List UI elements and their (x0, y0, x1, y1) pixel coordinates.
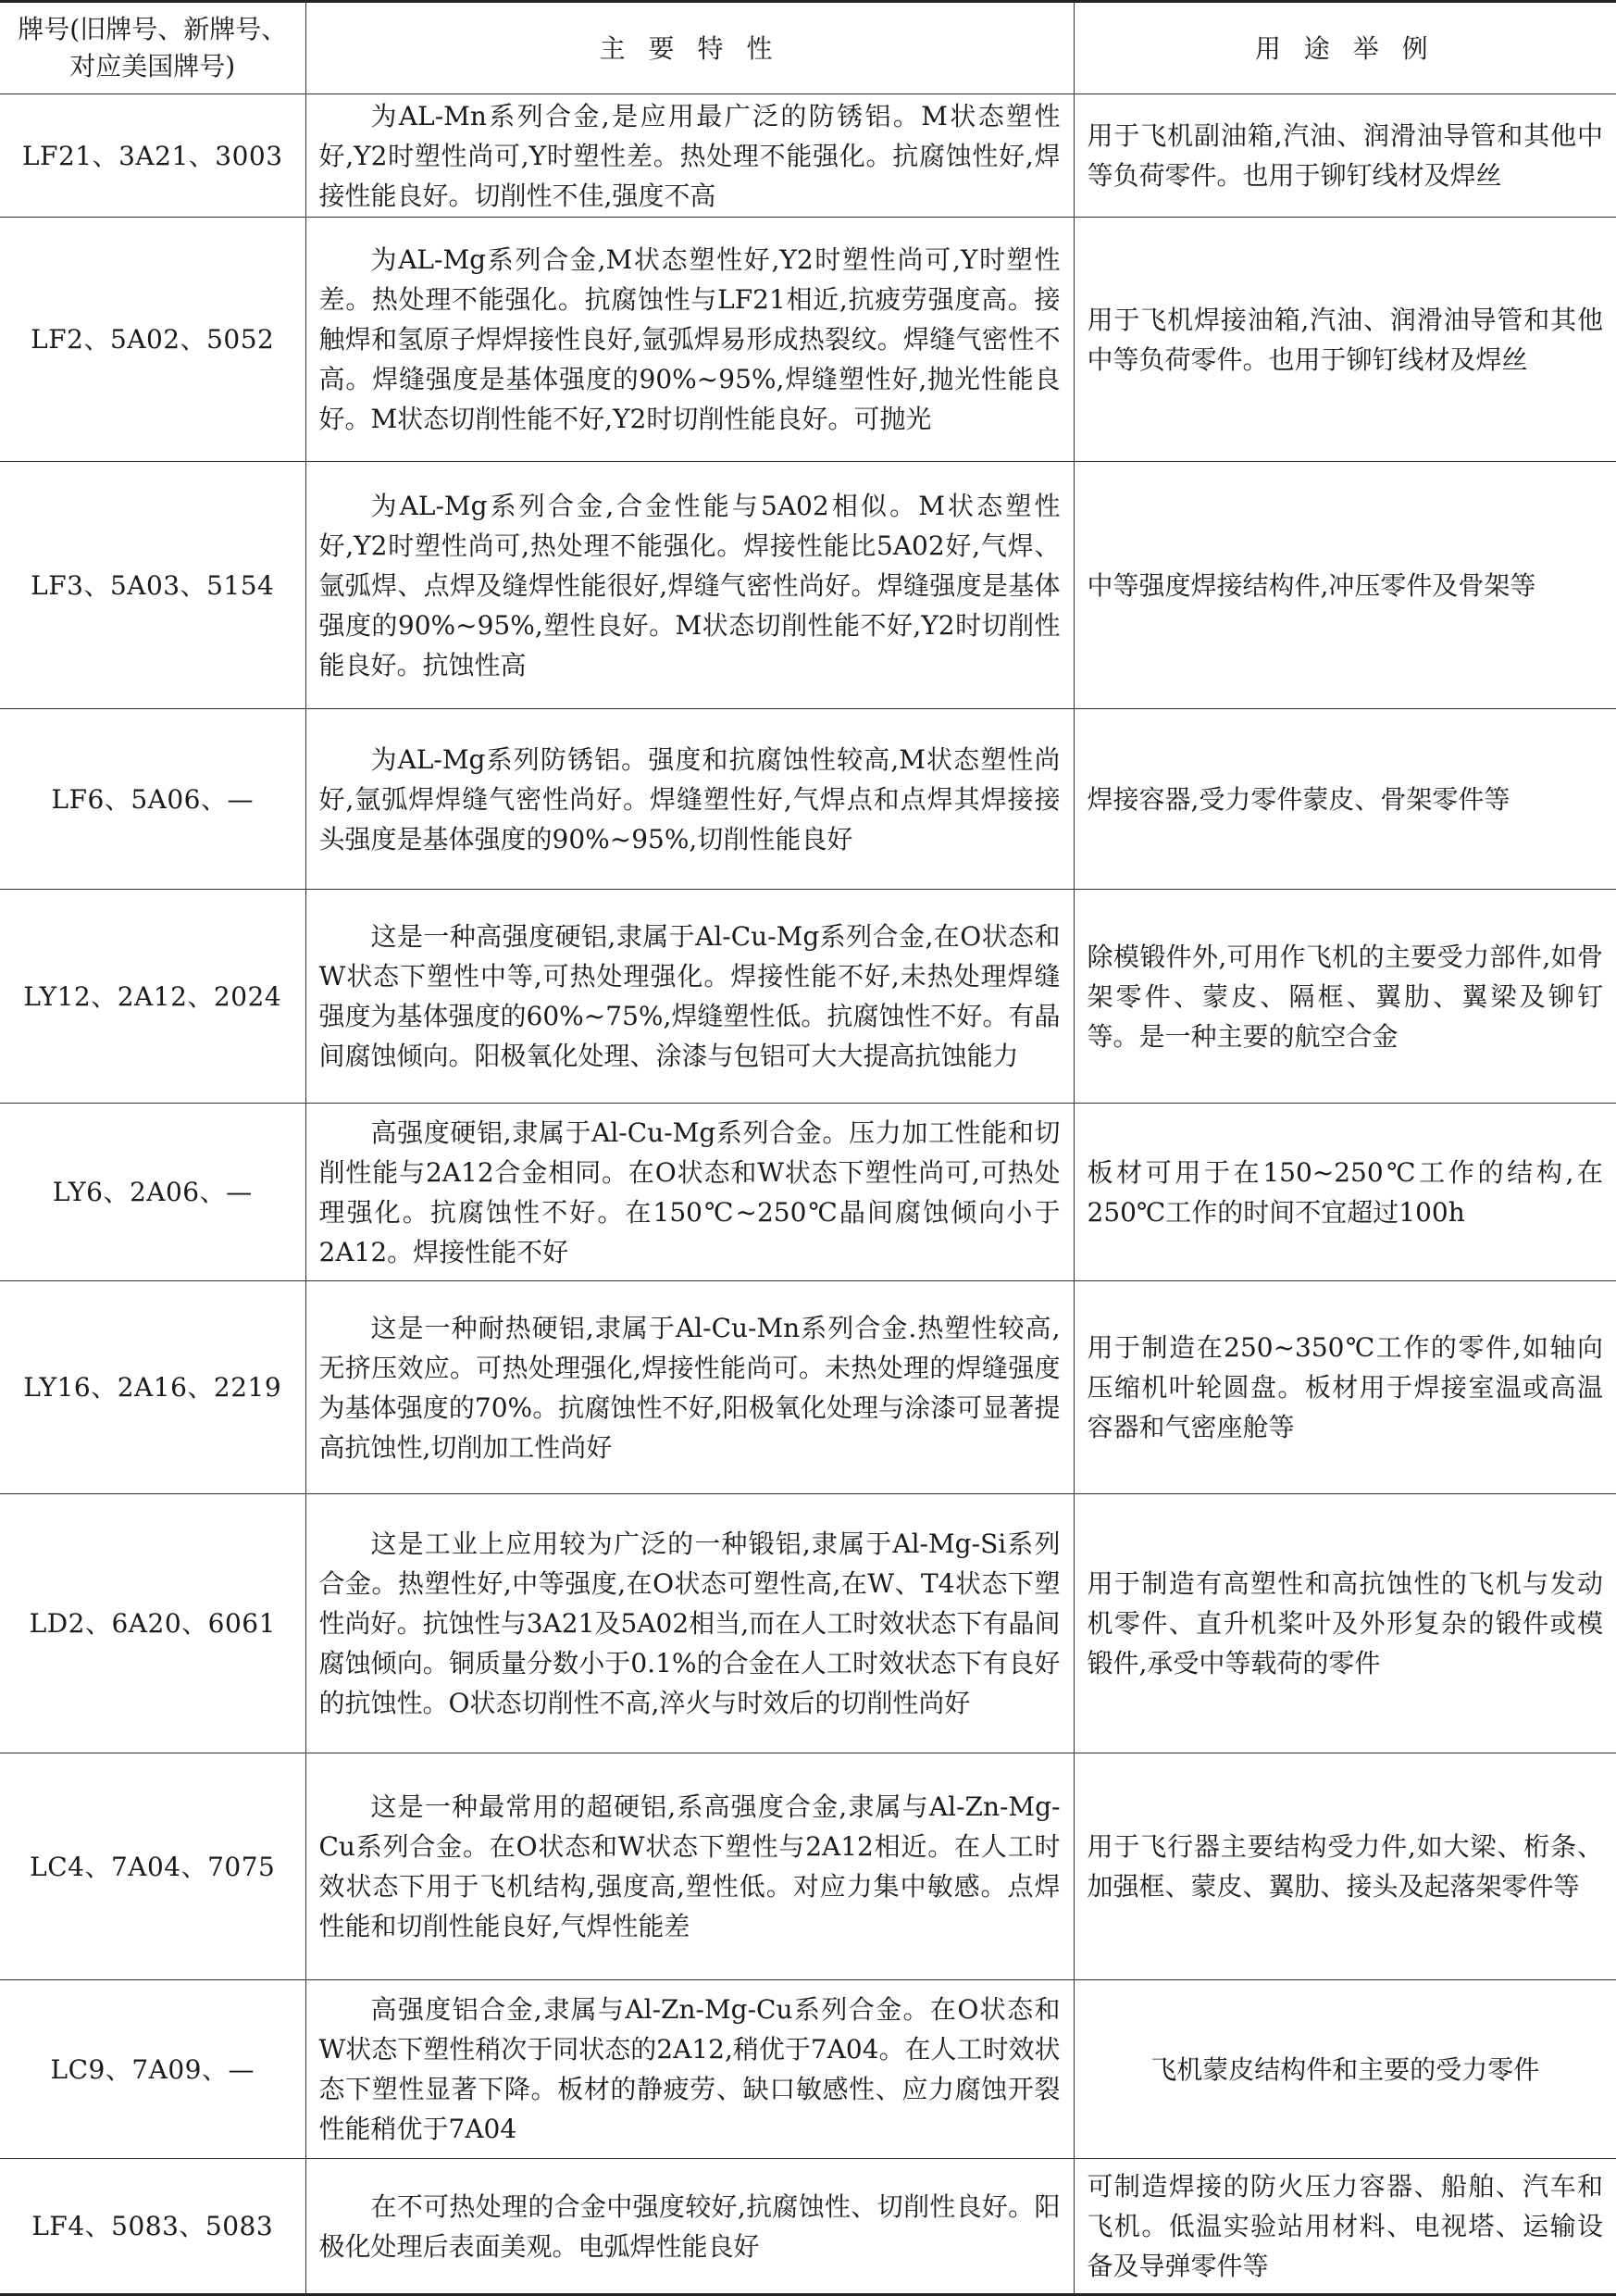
table-row (0, 1104, 1616, 1281)
grade-cell: LD2、6A20、6061 (0, 1494, 305, 1753)
grade-cell: LC9、7A09、— (0, 1980, 305, 2159)
grade-cell: LF6、5A06、— (0, 709, 305, 890)
table-row (0, 890, 1616, 1104)
table-row (0, 218, 1616, 462)
usage-cell: 板材可用于在150~250℃工作的结构,在250℃工作的时间不宜超过100h (1074, 1104, 1616, 1281)
properties-cell: 这是一种耐热硬铝,隶属于Al-Cu-Mn系列合金.热塑性较高,无挤压效应。可热处理强化,焊接性能尚可。未热处理的焊缝强度为基体强度的70%。抗腐蚀性不好,阳极氧化处理与涂漆可显著提高抗蚀性,切削加工性尚好 (305, 1281, 1074, 1494)
table-row (0, 462, 1616, 709)
usage-cell: 用于制造有高塑性和高抗蚀性的飞机与发动机零件、直升机桨叶及外形复杂的锻件或模锻件,承受中等载荷的零件 (1074, 1494, 1616, 1753)
grade-cell: LF4、5083、5083 (0, 2159, 305, 2295)
usage-cell: 用于制造在250~350℃工作的零件,如轴向压缩机叶轮圆盘。板材用于焊接室温或高温容器和气密座舱等 (1074, 1281, 1616, 1494)
grade-cell: LF21、3A21、3003 (0, 94, 305, 218)
properties-cell: 为AL-Mg系列合金,合金性能与5A02相似。M状态塑性好,Y2时塑性尚可,热处理不能强化。焊接性能比5A02好,气焊、氩弧焊、点焊及缝焊性能很好,焊缝气密性尚好。焊缝强度是基体强度的90%~95%,塑性良好。M状态切削性能不好,Y2时切削性能良好。抗蚀性高 (305, 462, 1074, 709)
usage-cell: 飞机蒙皮结构件和主要的受力零件 (1074, 1980, 1616, 2159)
table-header-row (0, 2, 1616, 94)
properties-cell: 高强度硬铝,隶属于Al-Cu-Mg系列合金。压力加工性能和切削性能与2A12合金相同。在O状态和W状态下塑性尚可,可热处理强化。抗腐蚀性不好。在150℃~250℃晶间腐蚀倾向小于2A12。焊接性能不好 (305, 1104, 1074, 1281)
properties-cell: 在不可热处理的合金中强度较好,抗腐蚀性、切削性良好。阳极化处理后表面美观。电弧焊性能良好 (305, 2159, 1074, 2295)
usage-cell: 中等强度焊接结构件,冲压零件及骨架等 (1074, 462, 1616, 709)
grade-cell: LF2、5A02、5052 (0, 218, 305, 462)
header-usage: 用 途 举 例 (1074, 2, 1616, 94)
properties-cell: 为AL-Mg系列防锈铝。强度和抗腐蚀性较高,M状态塑性尚好,氩弧焊焊缝气密性尚好。焊缝塑性好,气焊点和点焊其焊接接头强度是基体强度的90%~95%,切削性能良好 (305, 709, 1074, 890)
table-row (0, 2159, 1616, 2295)
grade-cell: LC4、7A04、7075 (0, 1753, 305, 1980)
header-properties: 主 要 特 性 (305, 2, 1074, 94)
usage-cell: 用于飞行器主要结构受力件,如大梁、桁条、加强框、蒙皮、翼肋、接头及起落架零件等 (1074, 1753, 1616, 1980)
table-row (0, 1281, 1616, 1494)
grade-cell: LY16、2A16、2219 (0, 1281, 305, 1494)
table-row (0, 709, 1616, 890)
properties-cell: 为AL-Mn系列合金,是应用最广泛的防锈铝。M状态塑性好,Y2时塑性尚可,Y时塑性差。热处理不能强化。抗腐蚀性好,焊接性能良好。切削性不佳,强度不高 (305, 94, 1074, 218)
grade-cell: LY6、2A06、— (0, 1104, 305, 1281)
table-row (0, 1494, 1616, 1753)
usage-cell: 用于飞机副油箱,汽油、润滑油导管和其他中等负荷零件。也用于铆钉线材及焊丝 (1074, 94, 1616, 218)
grade-cell: LF3、5A03、5154 (0, 462, 305, 709)
usage-cell: 焊接容器,受力零件蒙皮、骨架零件等 (1074, 709, 1616, 890)
table-row (0, 1753, 1616, 1980)
usage-cell: 可制造焊接的防火压力容器、船舶、汽车和飞机。低温实验站用材料、电视塔、运输设备及导弹零件等 (1074, 2159, 1616, 2295)
properties-cell: 这是工业上应用较为广泛的一种锻铝,隶属于Al-Mg-Si系列合金。热塑性好,中等强度,在O状态可塑性高,在W、T4状态下塑性尚好。抗蚀性与3A21及5A02相当,而在人工时效状态下有晶间腐蚀倾向。铜质量分数小于0.1%的合金在人工时效状态下有良好的抗蚀性。O状态切削性不高,淬火与时效后的切削性尚好 (305, 1494, 1074, 1753)
properties-cell: 这是一种高强度硬铝,隶属于Al-Cu-Mg系列合金,在O状态和W状态下塑性中等,可热处理强化。焊接性能不好,未热处理焊缝强度为基体强度的60%~75%,焊缝塑性低。抗腐蚀性不好。有晶间腐蚀倾向。阳极氧化处理、涂漆与包铝可大大提高抗蚀能力 (305, 890, 1074, 1104)
grade-cell: LY12、2A12、2024 (0, 890, 305, 1104)
properties-cell: 这是一种最常用的超硬铝,系高强度合金,隶属与Al-Zn-Mg-Cu系列合金。在O状态和W状态下塑性与2A12相近。在人工时效状态下用于飞机结构,强度高,塑性低。对应力集中敏感。点焊性能和切削性能良好,气焊性能差 (305, 1753, 1074, 1980)
table-row (0, 94, 1616, 218)
usage-cell: 用于飞机焊接油箱,汽油、润滑油导管和其他中等负荷零件。也用于铆钉线材及焊丝 (1074, 218, 1616, 462)
table-row (0, 1980, 1616, 2159)
properties-cell: 高强度铝合金,隶属与Al-Zn-Mg-Cu系列合金。在O状态和W状态下塑性稍次于同状态的2A12,稍优于7A04。在人工时效状态下塑性显著下降。板材的静疲劳、缺口敏感性、应力腐蚀开裂性能稍优于7A04 (305, 1980, 1074, 2159)
properties-cell: 为AL-Mg系列合金,M状态塑性好,Y2时塑性尚可,Y时塑性差。热处理不能强化。抗腐蚀性与LF21相近,抗疲劳强度高。接触焊和氢原子焊焊接性良好,氩弧焊易形成热裂纹。焊缝气密性不高。焊缝强度是基体强度的90%~95%,焊缝塑性好,抛光性能良好。M状态切削性能不好,Y2时切削性能良好。可抛光 (305, 218, 1074, 462)
header-grade: 牌号(旧牌号、新牌号、对应美国牌号) (0, 2, 305, 94)
usage-cell: 除模锻件外,可用作飞机的主要受力部件,如骨架零件、蒙皮、隔框、翼肋、翼梁及铆钉等。是一种主要的航空合金 (1074, 890, 1616, 1104)
